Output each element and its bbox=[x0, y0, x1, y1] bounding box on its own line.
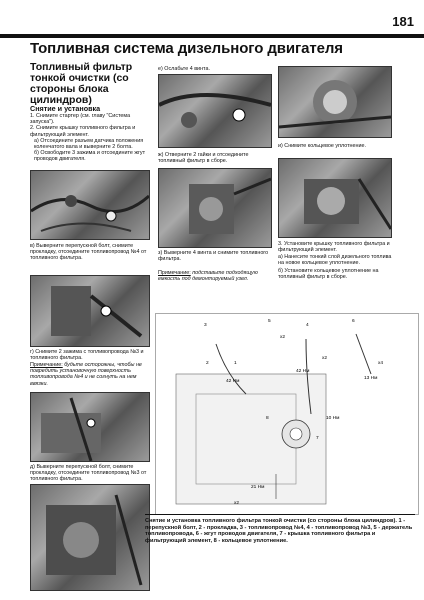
photo-g bbox=[30, 275, 150, 347]
step-1: 1. Снимите стартер (см. главу "Система запуска"). bbox=[30, 113, 131, 126]
caption-z: з) Выверните 4 винта и снимите топливного фильтра. bbox=[158, 250, 269, 263]
multiplier-2: x2 bbox=[322, 356, 328, 361]
engine-photo-graphic bbox=[159, 169, 271, 247]
engine-photo-graphic bbox=[31, 276, 149, 346]
diagram-label-3: 3 bbox=[204, 323, 207, 328]
caption-i: и) Снимите кольцевое уплотнение. bbox=[278, 143, 367, 149]
engine-photo-graphic bbox=[279, 67, 391, 137]
torque-2: 42 Нм bbox=[296, 369, 310, 374]
diagram-label-4: 4 bbox=[306, 323, 309, 328]
multiplier-3: x4 bbox=[378, 361, 384, 366]
photo-e bbox=[158, 74, 272, 148]
page-number: 181 bbox=[392, 14, 414, 29]
diagram-label-7: 7 bbox=[316, 436, 319, 441]
torque-1: 42 Нм bbox=[226, 379, 240, 384]
steps-text bbox=[30, 113, 148, 163]
multiplier-1: x2 bbox=[280, 335, 286, 340]
legend-rule bbox=[145, 514, 415, 515]
caption-zh: ж) Отверните 2 гайки и отсоедините топливный фильтр в сборе. bbox=[158, 152, 249, 165]
torque-3: 13 Нм bbox=[364, 376, 378, 381]
section-title: Топливный фильтр тонкой очистки (со стороны блока цилиндров) bbox=[30, 61, 133, 106]
caption-v: в) Выверните перепускной болт, снимите прокладку, отсоедините топливопровод №4 от топливного фильтра. bbox=[30, 243, 147, 262]
torque-5: 21 Нм bbox=[251, 485, 265, 490]
photo-e-left bbox=[30, 484, 150, 591]
step-2: 2. Снимите крышку топливного фильтра и фильтрующий элемент. bbox=[30, 125, 136, 138]
caption-a2: а) Нанесите тонкий слой дизельного топлива на новое кольцевое уплотнение. bbox=[278, 254, 392, 267]
torque-4: 10 Нм bbox=[326, 416, 340, 421]
engine-photo-graphic bbox=[279, 159, 391, 237]
photo-step3 bbox=[278, 158, 392, 238]
caption-mid-note bbox=[158, 270, 270, 282]
step-2b: б) Освободите 3 зажима и отсоедините жгут проводов двигателя. bbox=[34, 150, 146, 163]
caption-e: е) Ослабьте 4 винта. bbox=[158, 66, 210, 72]
engine-photo-graphic bbox=[31, 393, 149, 461]
engine-photo-graphic bbox=[31, 485, 149, 590]
engine-photo-graphic bbox=[159, 75, 271, 147]
caption-b2: б) Установите кольцевое уплотнение на топливный фильтр в сборе. bbox=[278, 268, 379, 281]
note-text: будьте осторожны, чтобы не повредить установочную поверхность топливопровода №4 и не согнуть на нем ввязки. bbox=[30, 362, 142, 387]
diagram-label-6: 6 bbox=[352, 319, 355, 324]
caption-d: д) Выверните перепускной болт, снимите прокладку, отсоедините топливопровод №3 от топливного фильтра. bbox=[30, 464, 147, 483]
figure-legend: Снятие и установка топливного фильтра тонкой очистки (со стороны блока цилиндров). 1 - перепускной болт, 2 - прокладка, 3 - топливопровод №4, 4 - топливопровод №3, 5 - держатель топливопровода, 6 - жгут проводов двигателя, 7 - крышка топливного фильтра и фильтрующий элемент, 8 - кольцевое уплотнение. bbox=[145, 518, 413, 544]
multiplier-4: x2 bbox=[234, 501, 240, 506]
note-label: Примечание: bbox=[158, 270, 191, 276]
note-text: подставьте подходящую емкость под демонтируемый узел. bbox=[158, 270, 258, 283]
caption-g: г) Снимите 2 зажима с топливопровода №3 и топливного фильтра. bbox=[30, 349, 144, 362]
engine-photo-graphic bbox=[31, 171, 149, 239]
exploded-diagram bbox=[155, 313, 419, 515]
photo-d bbox=[30, 392, 150, 462]
diagram-label-2: 2 bbox=[206, 361, 209, 366]
diagram-label-1: 1 bbox=[234, 361, 237, 366]
header-rule bbox=[0, 34, 424, 38]
note-label: Примечание: bbox=[30, 362, 63, 368]
page-title: Топливная система дизельного двигателя bbox=[30, 40, 343, 57]
step-2a: а) Отсоедините разъем датчика положения коленчатого вала и выверните 2 болта. bbox=[34, 137, 144, 151]
diagram-label-5: 5 bbox=[268, 319, 271, 324]
diagram-drawing bbox=[156, 314, 418, 514]
section-subhead: Снятие и установка bbox=[30, 104, 101, 113]
photo-b-wiring bbox=[30, 170, 150, 240]
caption-g-note bbox=[30, 362, 148, 387]
photo-zh bbox=[158, 168, 272, 248]
photo-i bbox=[278, 66, 392, 138]
diagram-label-8: 8 bbox=[266, 416, 269, 421]
caption-step3: 3. Установите крышку топливного фильтра и фильтрующий элемент. bbox=[278, 241, 390, 254]
